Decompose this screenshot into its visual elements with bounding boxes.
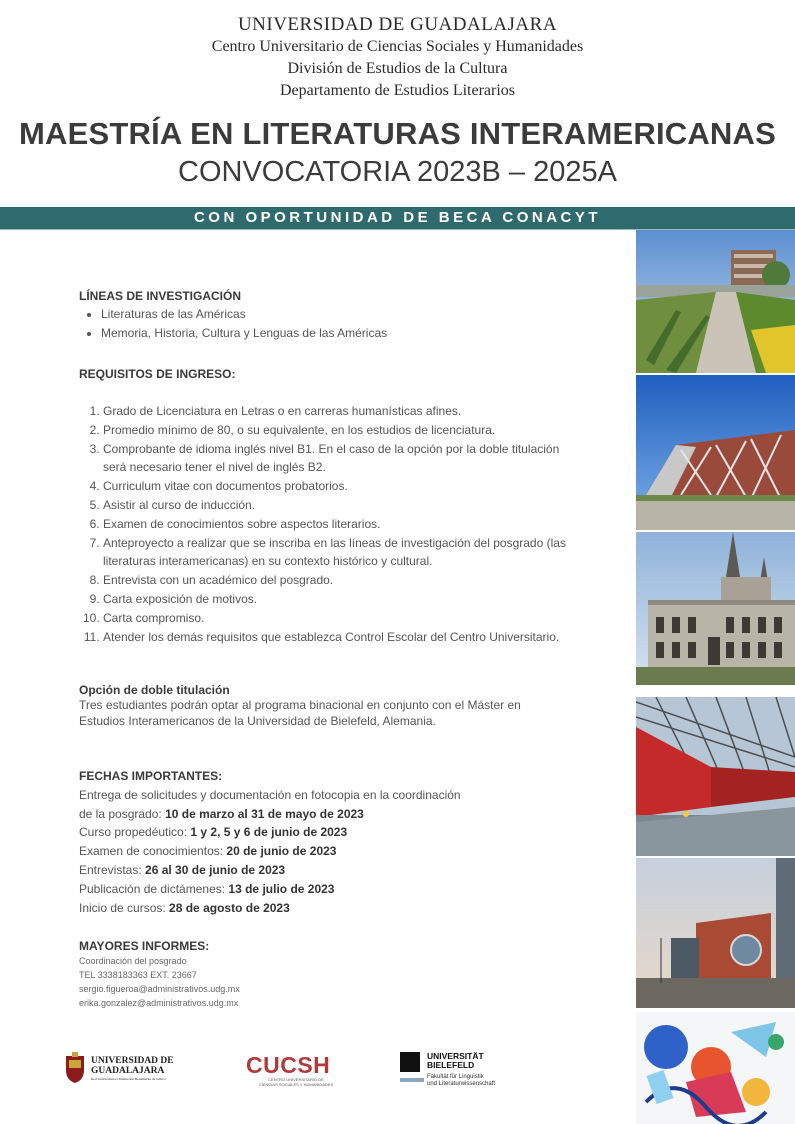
udg-logo-line2: GUADALAJARA bbox=[91, 1066, 165, 1076]
requirements-section bbox=[79, 367, 619, 646]
modern-building-photo bbox=[636, 375, 795, 530]
cucsh-logo-text: CUCSH bbox=[246, 1052, 331, 1078]
page-subtitle: CONVOCATORIA 2023B – 2025A bbox=[178, 156, 617, 188]
date-value: 1 y 2, 5 y 6 de junio de 2023 bbox=[190, 825, 348, 840]
glass-corridor-photo bbox=[636, 697, 795, 856]
research-list bbox=[79, 307, 619, 340]
date-row bbox=[79, 861, 619, 880]
list-item: • Memoria, Historia, Cultura y Lenguas de las Américas bbox=[101, 326, 619, 340]
illustration-artwork bbox=[636, 1012, 795, 1124]
list-item: 1. Grado de Licenciatura en Letras o en carreras humanísticas afines. bbox=[103, 402, 573, 421]
list-item: 2. Promedio mínimo de 80, o su equivalente, en los estudios de licenciatura. bbox=[103, 421, 573, 440]
division-name: División de Estudios de la Cultura bbox=[287, 60, 508, 77]
list-item: • Literaturas de las Américas bbox=[101, 307, 619, 321]
date-label: Examen de conocimientos: bbox=[79, 844, 227, 859]
date-row bbox=[79, 805, 619, 824]
date-row bbox=[79, 880, 619, 899]
page-title: MAESTRÍA EN LITERATURAS INTERAMERICANAS bbox=[19, 116, 776, 151]
red-building-photo bbox=[636, 858, 795, 1008]
contact-heading: MAYORES INFORMES: bbox=[79, 939, 210, 953]
requirements-list bbox=[79, 402, 573, 646]
double-degree-section bbox=[79, 683, 549, 729]
contact-email[interactable]: sergio.figueroa@administrativos.udg.mx bbox=[79, 984, 240, 994]
date-value: 26 al 30 de junio de 2023 bbox=[145, 862, 286, 877]
institution-name: UNIVERSIDAD DE GUADALAJARA bbox=[237, 14, 558, 35]
date-value: 13 de julio de 2023 bbox=[228, 881, 335, 896]
list-item: 4. Curriculum vitae con documentos probatorios. bbox=[103, 477, 573, 496]
research-section bbox=[79, 289, 619, 345]
bielefeld-sub2: und Literaturwissenschaft bbox=[427, 1081, 496, 1087]
bielefeld-line2: BIELEFELD bbox=[427, 1060, 475, 1070]
date-row bbox=[79, 899, 619, 918]
bielefeld-line1: UNIVERSITÄT bbox=[427, 1051, 484, 1061]
list-item: 9. Carta exposición de motivos. bbox=[103, 590, 573, 609]
cucsh-logo-sub1: CENTRO UNIVERSITARIO DE bbox=[268, 1077, 324, 1082]
bielefeld-square-icon bbox=[400, 1052, 420, 1072]
center-name: Centro Universitario de Ciencias Sociales y Humanidades bbox=[211, 38, 584, 55]
department-name: Departamento de Estudios Literarios bbox=[279, 82, 516, 99]
contact-email[interactable]: erika.gonzalez@administrativos.udg.mx bbox=[79, 998, 239, 1008]
contact-section bbox=[79, 938, 619, 1010]
campus-garden-photo bbox=[636, 230, 795, 373]
scholarship-banner: CON OPORTUNIDAD DE BECA CONACYT bbox=[0, 207, 795, 229]
date-value: 20 de junio de 2023 bbox=[226, 844, 337, 859]
list-item: 3. Comprobante de idioma inglés nivel B1. En el caso de la opción por la doble titulación será necesario tener el nivel de inglés B2. bbox=[103, 440, 573, 478]
udg-shield-icon bbox=[64, 1052, 86, 1084]
udg-logo-line1: UNIVERSIDAD DE bbox=[91, 1056, 174, 1066]
list-item: 10. Carta compromiso. bbox=[103, 609, 573, 628]
date-label: Entrevistas: bbox=[79, 862, 146, 877]
list-item: 11. Atender los demás requisitos que establezca Control Escolar del Centro Universitario. bbox=[103, 628, 573, 647]
date-label: Publicación de dictámenes: bbox=[79, 881, 229, 896]
list-item: 7. Anteproyecto a realizar que se inscriba en las líneas de investigación del posgrado (las literaturas interamericanas) en su contexto histórico y cultural. bbox=[103, 534, 573, 572]
date-label: de la posgrado: bbox=[79, 806, 166, 821]
bielefeld-sub1: Fakultät für Linguistik bbox=[427, 1074, 484, 1080]
list-item: 5. Asistir al curso de inducción. bbox=[103, 496, 573, 515]
historic-building-photo bbox=[636, 532, 795, 685]
date-label: Inicio de cursos: bbox=[79, 900, 170, 915]
date-value: 10 de marzo al 31 de mayo de 2023 bbox=[165, 806, 364, 821]
date-row bbox=[79, 842, 619, 861]
research-heading: LÍNEAS DE INVESTIGACIÓN bbox=[79, 289, 242, 303]
double-degree-text: Tres estudiantes podrán optar al programa binacional en conjunto con el Máster en Estudios Interamericanos de la Universidad de Bielefeld, Alemania. bbox=[79, 698, 521, 728]
cucsh-logo-sub2: CIENCIAS SOCIALES Y HUMANIDADES bbox=[258, 1082, 334, 1087]
date-label: Curso propedéutico: bbox=[79, 825, 191, 840]
double-degree-heading: Opción de doble titulación bbox=[79, 683, 230, 697]
requirements-heading: REQUISITOS DE INGRESO: bbox=[79, 367, 236, 381]
list-item: 8. Entrevista con un académico del posgrado. bbox=[103, 571, 573, 590]
list-item: 6. Examen de conocimientos sobre aspectos literarios. bbox=[103, 515, 573, 534]
dates-section bbox=[79, 767, 619, 917]
dates-heading: FECHAS IMPORTANTES: bbox=[79, 769, 223, 783]
bielefeld-bar-icon bbox=[400, 1078, 424, 1082]
contact-phone: TEL 3338183363 EXT. 23667 bbox=[79, 970, 197, 980]
date-row bbox=[79, 823, 619, 842]
dates-intro: Entrega de solicitudes y documentación en fotocopia en la coordinación bbox=[79, 787, 461, 802]
udg-logo-sub: Red Universitaria e Institución Benemérita de Jalisco bbox=[91, 1077, 166, 1081]
date-value: 28 de agosto de 2023 bbox=[169, 900, 290, 915]
contact-line: Coordinación del posgrado bbox=[79, 956, 187, 966]
